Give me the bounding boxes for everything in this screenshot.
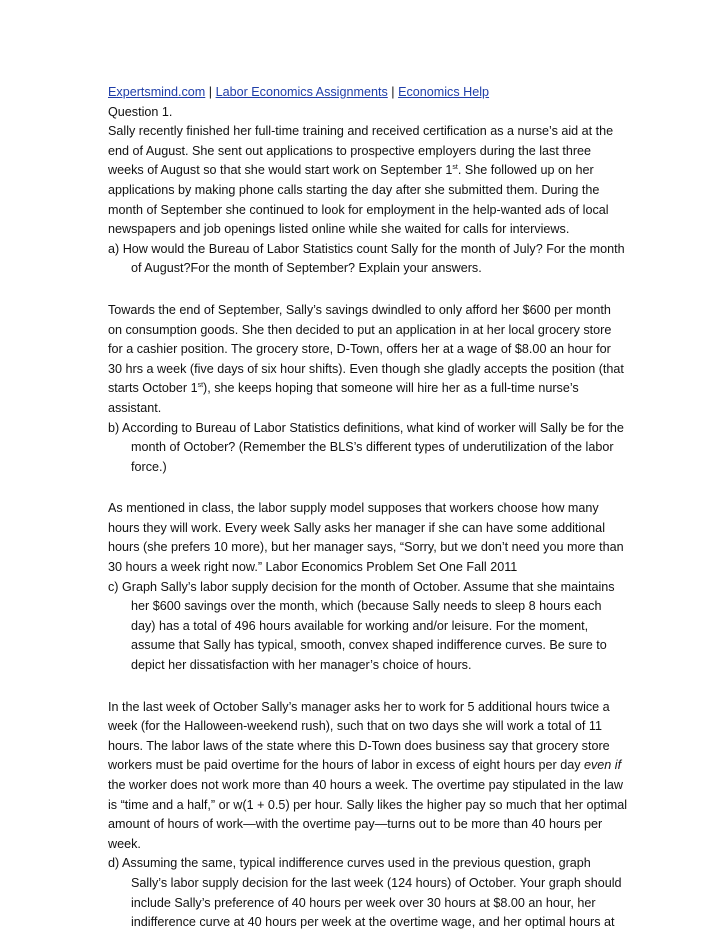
question-c: c) Graph Sally’s labor supply decision for the month of October. Assume that she maintains her $600 savings over the month, which (because Sally needs to sleep 8 hours each day) has a total of 496 hours available for working and/or leisure. For the moment, assume that Sally has typical, smooth, convex shaped indifference curves. Be sure to depict her dissatisfaction with her manager’s choice of hours. [108, 579, 615, 673]
question-b: b) According to Bureau of Labor Statistics definitions, what kind of worker will Sally be for the month of October? (Remember the BLS’s different types of underutilization of the labor force.) [108, 420, 624, 474]
superscript: st [197, 382, 204, 390]
paragraph-1 [108, 122, 628, 240]
paragraph-text: Towards the end of September, Sally’s savings dwindled to only afford her $600 per month on consumption goods. She then decided to put an application in at her local grocery store for a cashier position. The grocery store, D-Town, offers her at a wage of $8.00 an hour for 30 hrs a week (five days of six hour shifts). Even though she gladly accepts the position (that starts October 1 [108, 302, 624, 396]
paragraph-3: As mentioned in class, the labor supply model supposes that workers choose how many hours they will work. Every week Sally asks her manager if she can have some additional hours (she prefers 10 more), but her manager says, “Sorry, but we don’t need you more than 30 hours a week right now.” Labor Economics Problem Set One Fall 2011 [108, 501, 624, 575]
paragraph-2 [108, 301, 628, 419]
header-links [108, 83, 628, 103]
spacer [108, 676, 628, 698]
question-title: Question 1. [108, 104, 173, 119]
paragraph-text: the worker does not work more than 40 hours a week. The overtime pay stipulated in the law is “time and a half,” or w(1 + 0.5) per hour. Sally likes the higher pay so much that her optimal amount of hours of work—with the overtime pay—turns out to be more than 40 hours per week. [108, 778, 628, 851]
paragraph-text: ), she keeps hoping that someone will hire her as a full-time nurse’s assistant. [108, 381, 579, 415]
link-expertsmind[interactable]: Expertsmind.com [108, 85, 206, 99]
emphasis-text: even if [584, 758, 622, 773]
superscript: st [452, 164, 458, 172]
spacer [108, 279, 628, 301]
document-page [108, 83, 628, 933]
paragraph-text: . She followed up on her applications by making phone calls starting the day after she submitted them. During the month of September she continued to look for employment in the help-wanted ads of local newspapers and job openings listed online while she waited for calls for interviews. [108, 163, 609, 237]
spacer [108, 477, 628, 499]
paragraph-text: Sally recently finished her full-time training and received certification as a nurse’s aid at the end of August. She sent out applications to prospective employers during the last three weeks of August so that she would start work on September 1 [108, 124, 614, 178]
paragraph-text: In the last week of October Sally’s manager asks her to work for 5 additional hours twice a week (for the Halloween-weekend rush), such that on two days she will work a total of 11 hours. The labor laws of the state where this D-Town does business say that grocery store workers must be paid overtime for the hours of labor in excess of eight hours per day [108, 699, 610, 773]
link-labor-economics-assignments[interactable]: Labor Economics Assignments [215, 85, 388, 99]
paragraph-4 [108, 698, 628, 855]
link-economics-help[interactable]: Economics Help [398, 85, 490, 99]
separator: | [391, 85, 395, 99]
separator: | [208, 85, 213, 99]
question-d: d) Assuming the same, typical indifference curves used in the previous question, graph Sally’s labor supply decision for the last week (124 hours) of October. Your graph should include Sally’s preference of 40 hours per week over 30 hours at $8.00 an hour, her indifference curve at 40 hours per week at the overtime wage, and her optimal hours at [108, 856, 622, 930]
question-a: a) How would the Bureau of Labor Statistics count Sally for the month of July? For the month of August?For the month of September? Explain your answers. [108, 241, 625, 276]
